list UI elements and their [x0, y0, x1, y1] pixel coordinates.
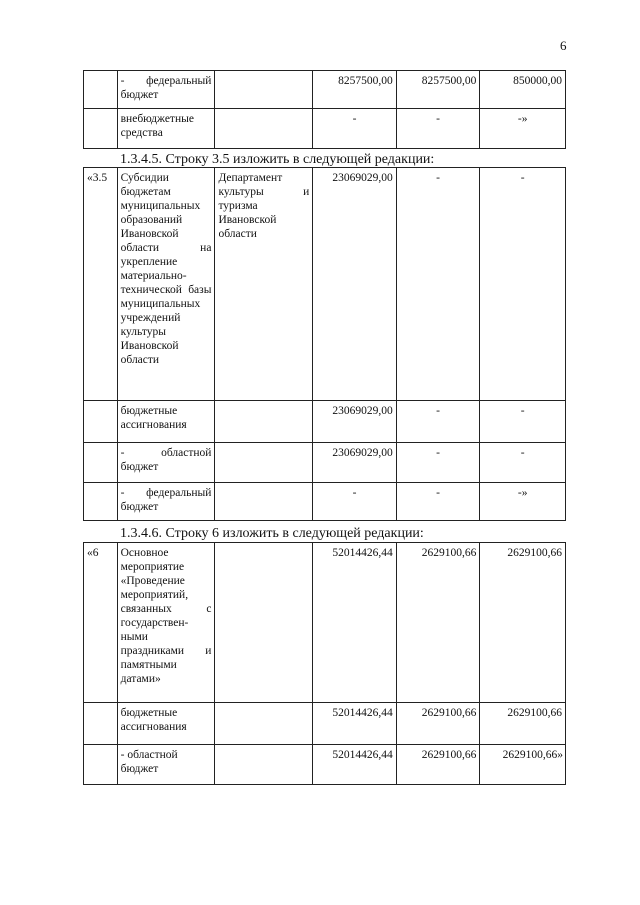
source-cell: - федеральный бюджет [117, 483, 215, 521]
executor-cell [215, 71, 313, 109]
table-row [84, 71, 566, 109]
table-row [84, 109, 566, 149]
table-row [84, 483, 566, 521]
executor-cell [215, 443, 313, 483]
table-row [84, 168, 566, 401]
source-cell: внебюджетные средства [117, 109, 215, 149]
table-row [84, 703, 566, 745]
source-cell: - областной бюджет [117, 745, 215, 785]
value-cell-2: - [396, 443, 480, 483]
table-row [84, 443, 566, 483]
value-cell-2: 8257500,00 [396, 71, 480, 109]
value-cell-3: - [480, 443, 566, 483]
section-heading: 1.3.4.6. Строку 6 изложить в следующей редакции: [120, 526, 424, 541]
source-cell: - областной бюджет [117, 443, 215, 483]
value-cell-3: 2629100,66 [480, 543, 566, 703]
section-heading: 1.3.4.5. Строку 3.5 изложить в следующей редакции: [120, 152, 435, 167]
source-cell: - федеральный бюджет [117, 71, 215, 109]
value-cell-1: - [313, 483, 397, 521]
value-cell-1: 23069029,00 [313, 168, 397, 401]
executor-cell [215, 483, 313, 521]
table-row-3-5 [83, 167, 566, 521]
value-cell-2: - [396, 483, 480, 521]
row-number-cell [84, 703, 118, 745]
source-cell: Субсидии бюджетам муниципальных образований Ивановской области на укрепление материально-технической базы муниципальных учреждений культуры Ивановской области [117, 168, 215, 401]
executor-cell [215, 543, 313, 703]
value-cell-3: 2629100,66 [480, 703, 566, 745]
table-row [84, 401, 566, 443]
row-number-cell [84, 401, 118, 443]
value-cell-3: 2629100,66» [480, 745, 566, 785]
table-row [84, 543, 566, 703]
source-cell: бюджетные ассигнования [117, 703, 215, 745]
value-cell-1: 52014426,44 [313, 543, 397, 703]
value-cell-1: - [313, 109, 397, 149]
table-row-6 [83, 542, 566, 785]
value-cell-1: 23069029,00 [313, 443, 397, 483]
row-number-cell [84, 109, 118, 149]
table-continuation [83, 70, 566, 149]
value-cell-3: 850000,00 [480, 71, 566, 109]
row-number-cell [84, 71, 118, 109]
value-cell-3: - [480, 401, 566, 443]
row-number-cell: «6 [84, 543, 118, 703]
executor-cell [215, 703, 313, 745]
executor-cell [215, 109, 313, 149]
value-cell-2: 2629100,66 [396, 745, 480, 785]
value-cell-3: -» [480, 109, 566, 149]
page-number: 6 [560, 38, 567, 53]
value-cell-2: 2629100,66 [396, 703, 480, 745]
value-cell-1: 52014426,44 [313, 703, 397, 745]
executor-cell [215, 745, 313, 785]
row-number-cell [84, 745, 118, 785]
row-number-cell [84, 443, 118, 483]
executor-cell [215, 401, 313, 443]
value-cell-2: - [396, 109, 480, 149]
value-cell-2: 2629100,66 [396, 543, 480, 703]
executor-cell: Департамент культуры и туризма Ивановской области [215, 168, 313, 401]
value-cell-1: 52014426,44 [313, 745, 397, 785]
value-cell-1: 8257500,00 [313, 71, 397, 109]
row-number-cell: «3.5 [84, 168, 118, 401]
table-row [84, 745, 566, 785]
value-cell-2: - [396, 401, 480, 443]
row-number-cell [84, 483, 118, 521]
value-cell-3: -» [480, 483, 566, 521]
value-cell-1: 23069029,00 [313, 401, 397, 443]
source-cell: Основное мероприятие «Проведение мероприятий, связанных с государствен-ными праздниками и памятными датами» [117, 543, 215, 703]
value-cell-2: - [396, 168, 480, 401]
source-cell: бюджетные ассигнования [117, 401, 215, 443]
value-cell-3: - [480, 168, 566, 401]
